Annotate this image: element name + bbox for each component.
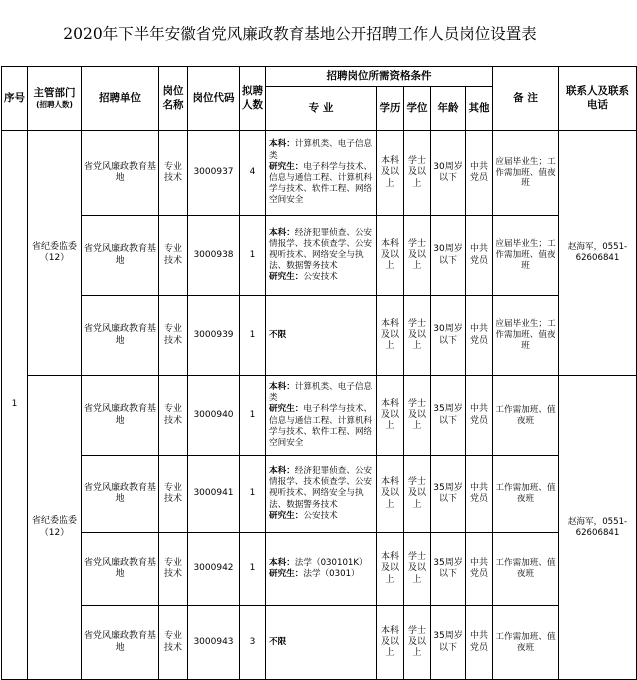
header-education: 学历: [377, 87, 404, 131]
remark-cell: 应届毕业生；工作需加班、值夜班: [493, 296, 559, 376]
degree-cell: 学士及以上: [404, 216, 431, 296]
post-name-cell: 专业技术: [159, 296, 188, 376]
header-other: 其他: [466, 87, 493, 131]
major-ug-label: 本科：: [269, 557, 295, 568]
post-code-cell: 3000938: [188, 216, 240, 296]
major-pg: 公安技术: [303, 510, 338, 521]
education-cell: 本科及以上: [377, 296, 404, 376]
count-cell: 1: [240, 296, 266, 376]
table-row: [2, 606, 637, 680]
degree-cell: 学士及以上: [404, 533, 431, 606]
table-row: [2, 216, 637, 296]
page-title: 2020年下半年安徽省党风廉政教育基地公开招聘工作人员岗位设置表: [63, 25, 537, 43]
education-cell: 本科及以上: [377, 376, 404, 456]
table-row: [2, 533, 637, 606]
other-cell: 中共党员: [466, 456, 493, 533]
remark-cell: 应届毕业生；工作需加班、值夜班: [493, 131, 559, 216]
remark-cell: 工作需加班、值夜班: [493, 606, 559, 680]
major-cell: [266, 456, 377, 533]
unit-cell: 省党风廉政教育基地: [82, 606, 159, 680]
major-pg-label: 研究生：: [269, 404, 304, 415]
major-ug: 法学（030101K）: [294, 557, 368, 568]
major-pg-label: 研究生：: [269, 569, 304, 579]
age-cell: 30周岁以下: [431, 131, 466, 216]
seq-cell: 1: [2, 131, 28, 680]
education-cell: 本科及以上: [377, 131, 404, 216]
degree-cell: 学士及以上: [404, 376, 431, 456]
major-pg: 公安技术: [303, 272, 338, 283]
table-row: [2, 296, 637, 376]
post-code-cell: 3000941: [188, 456, 240, 533]
age-cell: 35周岁以下: [431, 606, 466, 680]
other-cell: 中共党员: [466, 131, 493, 216]
unit-cell: 省党风廉政教育基地: [82, 131, 159, 216]
count-cell: 1: [240, 456, 266, 533]
other-cell: 中共党员: [466, 376, 493, 456]
dept-cell: 省纪委监委（12）: [28, 376, 82, 680]
other-cell: 中共党员: [466, 533, 493, 606]
major-ug: 计算机类、电子信息类: [269, 381, 373, 404]
unit-cell: 省党风廉政教育基地: [82, 533, 159, 606]
degree-cell: 学士及以上: [404, 131, 431, 216]
major-pg-label: 研究生：: [269, 272, 304, 283]
count-cell: 4: [240, 131, 266, 216]
post-name-cell: 专业技术: [159, 456, 188, 533]
header-degree: 学位: [404, 87, 431, 131]
degree-cell: 学士及以上: [404, 296, 431, 376]
major-cell: [266, 533, 377, 606]
major-ug-label: 本科：: [269, 381, 295, 392]
header-contact: 联系人及联系电话: [559, 67, 637, 131]
major-pg: 电子科学与技术、信息与通信工程、计算机科学与技术、软件工程、网络空间安全: [269, 161, 373, 206]
post-name-cell: 专业技术: [159, 606, 188, 680]
unit-cell: 省党风廉政教育基地: [82, 296, 159, 376]
major-ug-label: 本科：: [269, 466, 295, 477]
major-ug: 计算机类、电子信息类: [269, 139, 373, 161]
education-cell: 本科及以上: [377, 456, 404, 533]
contact-cell: 赵海军，0551-62606841: [559, 131, 637, 376]
header-post-code: 岗位代码: [188, 67, 240, 131]
major-ug: 经济犯罪侦查、公安情报学、技术侦查学、公安视听技术、网络安全与执法、数据警务技术: [269, 466, 373, 510]
post-name-cell: 专业技术: [159, 131, 188, 216]
table-row: [2, 456, 637, 533]
recruitment-table: [1, 66, 637, 680]
header-remark: 备 注: [493, 67, 559, 131]
table-row: [2, 376, 637, 456]
education-cell: 本科及以上: [377, 216, 404, 296]
post-code-cell: 3000940: [188, 376, 240, 456]
remark-cell: 工作需加班、值夜班: [493, 456, 559, 533]
header-age: 年龄: [431, 87, 466, 131]
unit-cell: 省党风廉政教育基地: [82, 376, 159, 456]
count-cell: 1: [240, 376, 266, 456]
post-code-cell: 3000939: [188, 296, 240, 376]
education-cell: 本科及以上: [377, 606, 404, 680]
age-cell: 35周岁以下: [431, 533, 466, 606]
age-cell: 35周岁以下: [431, 456, 466, 533]
age-cell: 35周岁以下: [431, 376, 466, 456]
major-pg: 法学（0301）: [303, 569, 360, 579]
major-pg: 电子科学与技术、信息与通信工程、计算机科学与技术、软件工程、网络空间安全: [269, 404, 373, 448]
post-name-cell: 专业技术: [159, 376, 188, 456]
header-unit: 招聘单位: [82, 67, 159, 131]
age-cell: 30周岁以下: [431, 216, 466, 296]
degree-cell: 学士及以上: [404, 456, 431, 533]
count-cell: 1: [240, 216, 266, 296]
major-ug-label: 本科：: [269, 227, 295, 238]
header-seq: 序号: [2, 67, 28, 131]
post-code-cell: 3000942: [188, 533, 240, 606]
count-cell: 1: [240, 533, 266, 606]
remark-cell: 应届毕业生；工作需加班、值夜班: [493, 216, 559, 296]
major-ug: 经济犯罪侦查、公安情报学、技术侦查学、公安视听技术、网络安全与执法、数据警务技术: [269, 227, 373, 272]
count-cell: 3: [240, 606, 266, 680]
major-cell: [266, 296, 377, 376]
age-cell: 30周岁以下: [431, 296, 466, 376]
other-cell: 中共党员: [466, 216, 493, 296]
degree-cell: 学士及以上: [404, 606, 431, 680]
other-cell: 中共党员: [466, 606, 493, 680]
header-dept: [28, 67, 82, 131]
table-body: [2, 131, 637, 680]
education-cell: 本科及以上: [377, 533, 404, 606]
post-code-cell: 3000943: [188, 606, 240, 680]
other-cell: 中共党员: [466, 296, 493, 376]
post-name-cell: 专业技术: [159, 216, 188, 296]
unit-cell: 省党风廉政教育基地: [82, 216, 159, 296]
major-cell: [266, 131, 377, 216]
header-conditions: 招聘岗位所需资格条件: [266, 67, 493, 87]
post-code-cell: 3000937: [188, 131, 240, 216]
remark-cell: 工作需加班、值夜班: [493, 533, 559, 606]
major-plain: 不限: [269, 636, 287, 647]
major-cell: [266, 606, 377, 680]
header-major: 专 业: [266, 87, 377, 131]
header-dept-label: 主管部门: [33, 87, 76, 100]
post-name-cell: 专业技术: [159, 533, 188, 606]
major-ug-label: 本科：: [269, 139, 295, 150]
major-cell: [266, 376, 377, 456]
major-cell: [266, 216, 377, 296]
contact-cell: 赵海军，0551-62606841: [559, 376, 637, 680]
header-count: 拟聘人数: [240, 67, 266, 131]
table-row: [2, 131, 637, 216]
remark-cell: 工作需加班、值夜班: [493, 376, 559, 456]
dept-cell: 省纪委监委（12）: [28, 131, 82, 376]
major-plain: 不限: [269, 329, 287, 340]
major-pg-label: 研究生：: [269, 510, 304, 521]
major-pg-label: 研究生：: [269, 161, 304, 172]
header-dept-sub: (招聘人数): [36, 100, 73, 110]
unit-cell: 省党风廉政教育基地: [82, 456, 159, 533]
header-post-name: 岗位名称: [159, 67, 188, 131]
